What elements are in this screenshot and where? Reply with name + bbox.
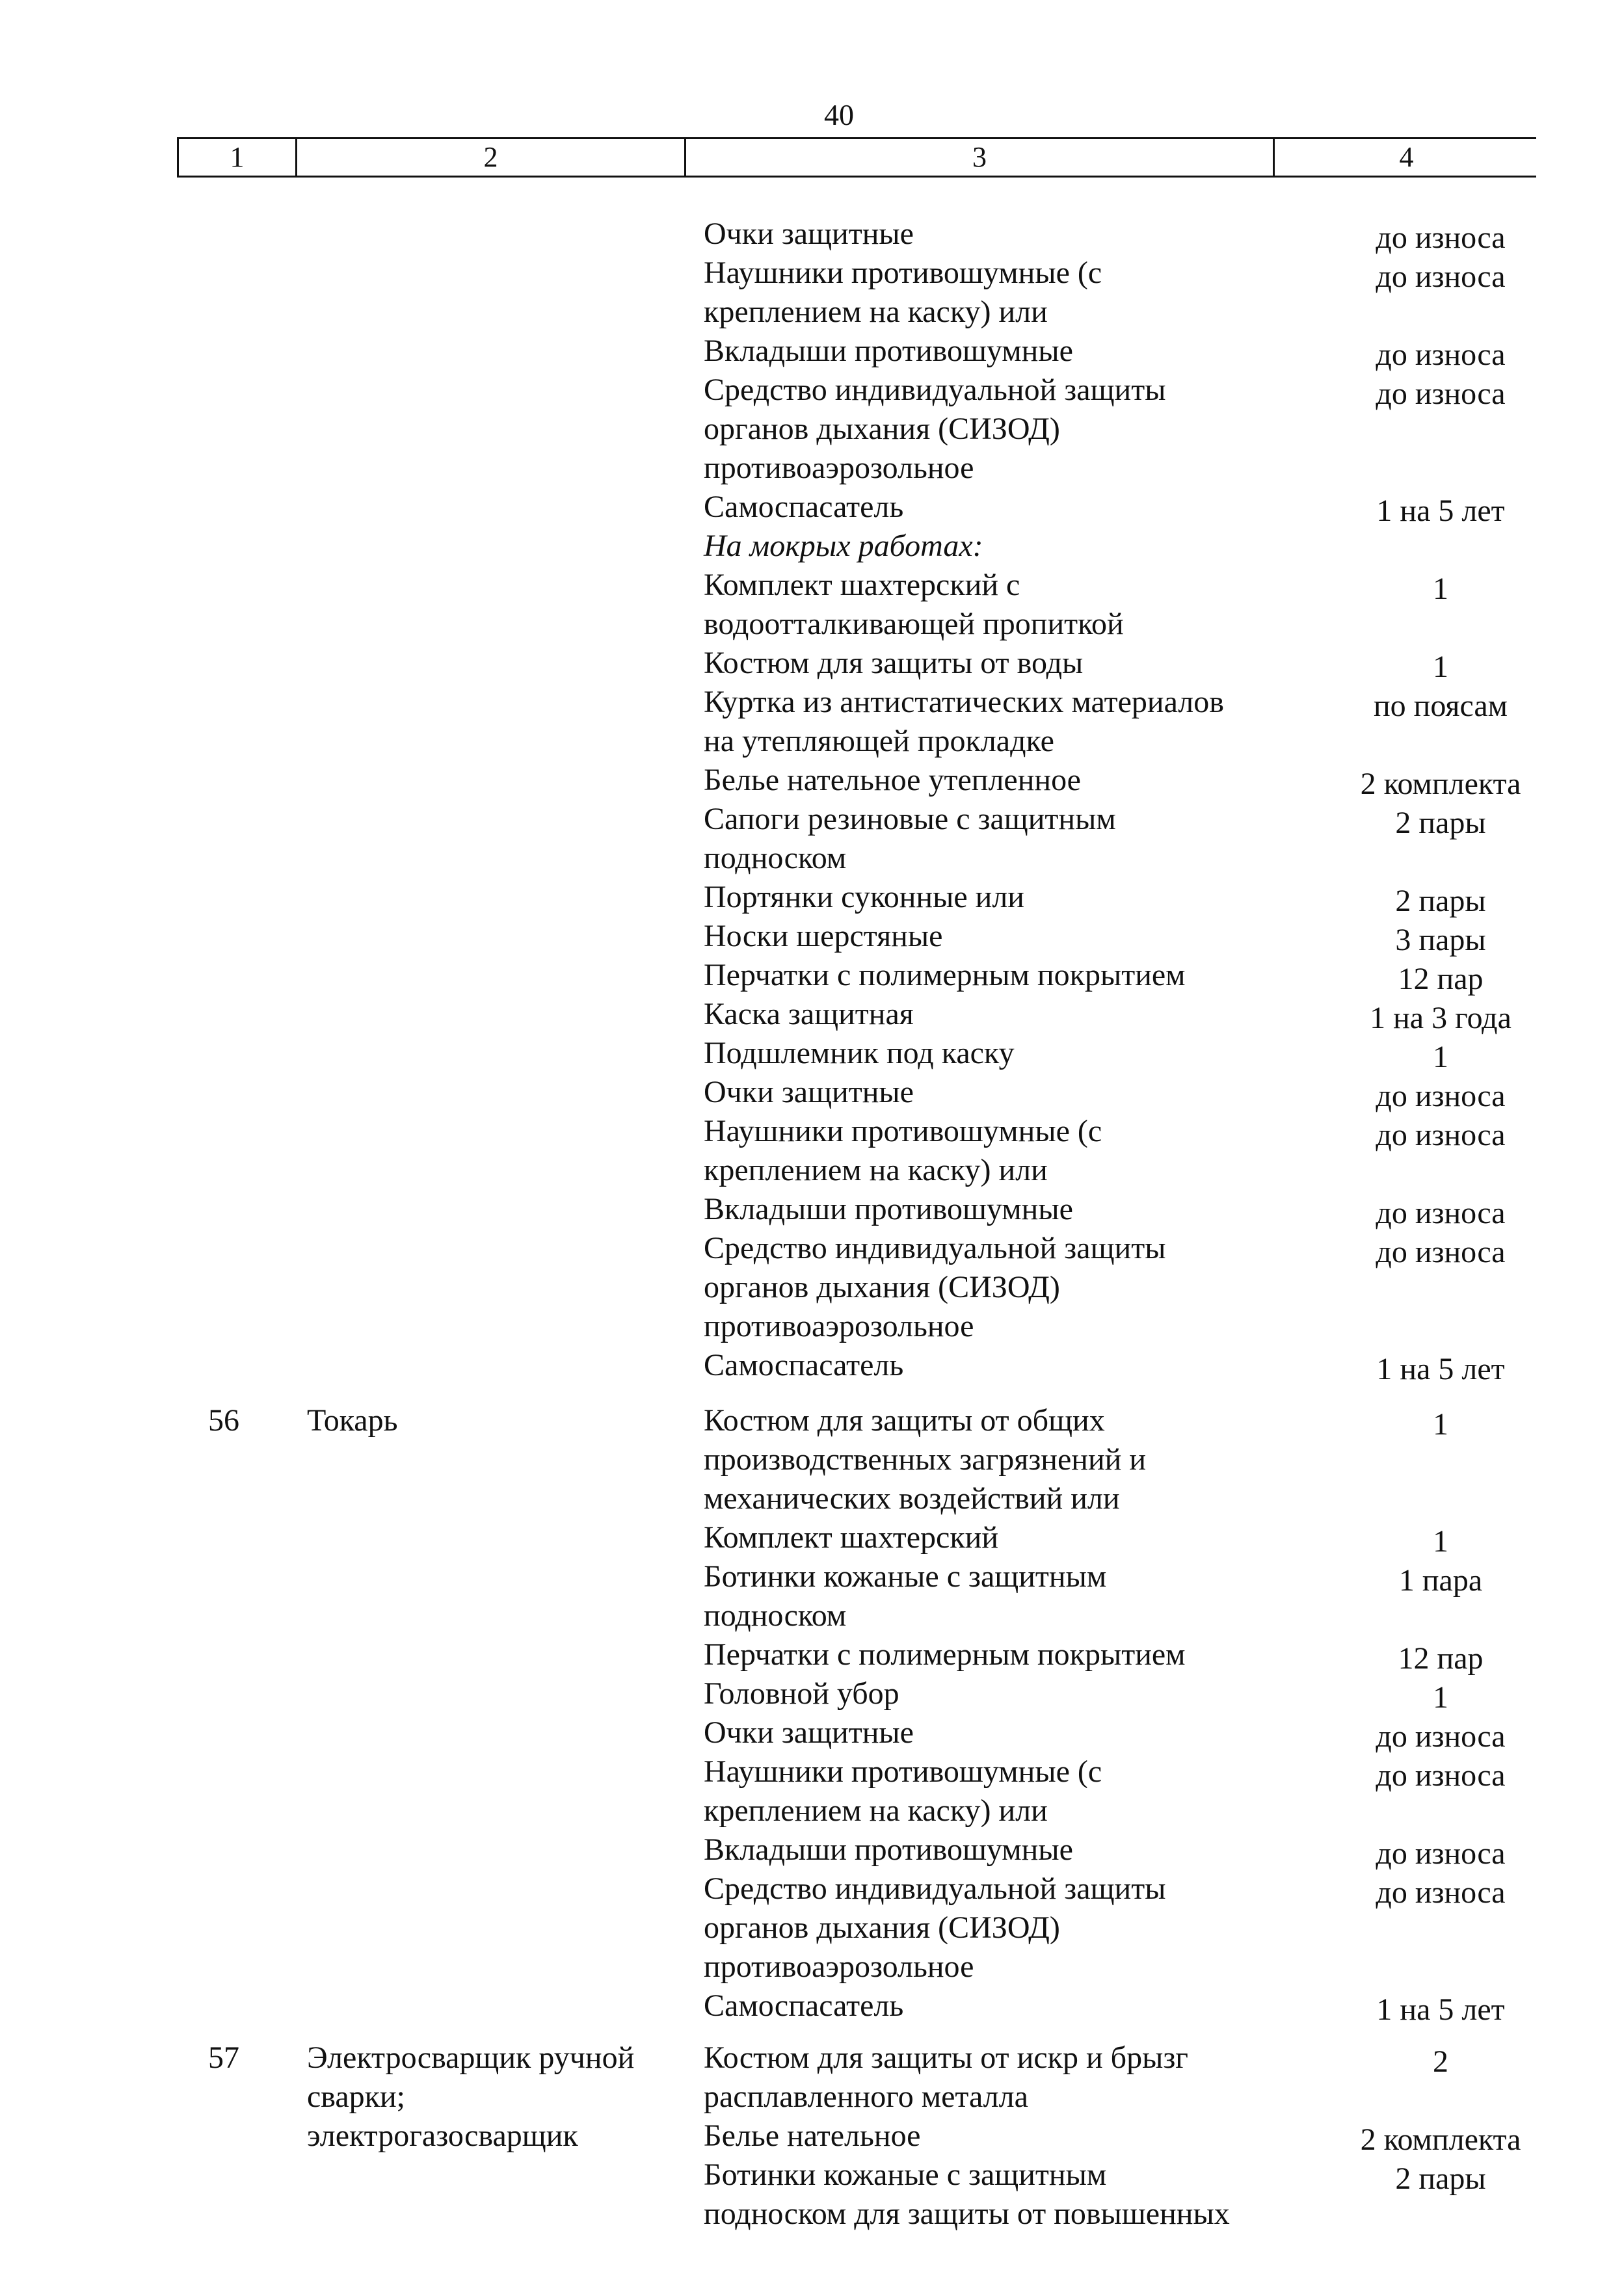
- ppe-item-name: [704, 761, 1081, 800]
- ppe-item-name: [704, 644, 1083, 683]
- ppe-item-line: Наушники противошумные (с: [704, 1754, 1102, 1789]
- profession-line: электрогазосварщик: [307, 2118, 578, 2153]
- ppe-item-line: органов дыхания (СИЗОД): [704, 412, 1060, 446]
- ppe-item-line: производственных загрязнений и: [704, 1442, 1147, 1477]
- profession-line: Электросварщик ручной: [307, 2040, 635, 2075]
- ppe-item-name: [704, 332, 1073, 371]
- issue-norm: 1 на 5 лет: [1376, 1352, 1505, 1386]
- issue-norm: 1: [1433, 1680, 1448, 1715]
- issue-norm: 1: [1433, 1407, 1448, 1442]
- ppe-item-line: Вкладыши противошумные: [704, 334, 1073, 368]
- ppe-item-line: На мокрых работах:: [704, 529, 983, 563]
- issue-norm: до износа: [1376, 1836, 1506, 1871]
- issue-norm: 1: [1433, 1040, 1448, 1074]
- issue-norm: 2 комплекта: [1360, 2122, 1521, 2157]
- ppe-item-line: Очки защитные: [704, 1715, 914, 1750]
- issue-norm: 12 пар: [1398, 962, 1484, 996]
- ppe-item-line: Средство индивидуальной защиты: [704, 1871, 1166, 1906]
- ppe-item-name: [704, 1752, 1102, 1830]
- issue-norm: до износа: [1376, 1719, 1506, 1754]
- issue-norm: до износа: [1376, 1079, 1506, 1113]
- ppe-item-line: Белье нательное утепленное: [704, 763, 1081, 797]
- ppe-item-line: Белье нательное: [704, 2118, 921, 2153]
- ppe-item-line: Костюм для защиты от воды: [704, 646, 1084, 680]
- ppe-item-line: Наушники противошумные (с: [704, 1114, 1102, 1148]
- ppe-item-name: [704, 1986, 903, 2025]
- column-header-row: [177, 137, 1536, 178]
- ppe-item-line: подноском для защиты от повышенных: [704, 2197, 1230, 2231]
- ppe-item-line: Перчатки с полимерным покрытием: [704, 1637, 1186, 1672]
- ppe-item-name: [704, 371, 1165, 488]
- issue-norm: 1 пара: [1398, 1563, 1483, 1598]
- ppe-item-line: Вкладыши противошумные: [704, 1832, 1073, 1867]
- issue-norm: 2 пары: [1395, 2161, 1486, 2196]
- profession-line: Токарь: [307, 1403, 398, 1438]
- issue-norm: 2 пары: [1395, 806, 1486, 840]
- ppe-item-line: механических воздействий или: [704, 1481, 1120, 1516]
- ppe-item-line: Ботинки кожаные с защитным: [704, 1559, 1107, 1594]
- ppe-item-line: Костюм для защиты от общих: [704, 1403, 1105, 1438]
- ppe-item-line: Очки защитные: [704, 1075, 914, 1109]
- ppe-item-line: Комплект шахтерский с: [704, 568, 1020, 602]
- ppe-item-name: [704, 1190, 1073, 1229]
- ppe-item-line: Головной убор: [704, 1676, 899, 1711]
- subsection-heading: [704, 527, 983, 566]
- ppe-item-name: [704, 878, 1024, 917]
- ppe-item-line: креплением на каску) или: [704, 295, 1048, 329]
- ppe-item-line: противоаэрозольное: [704, 1309, 974, 1343]
- ppe-item-line: Перчатки с полимерным покрытием: [704, 958, 1186, 992]
- page-number: 40: [824, 98, 854, 131]
- ppe-item-line: Самоспасатель: [704, 490, 904, 524]
- issue-norm: до износа: [1376, 220, 1506, 255]
- ppe-item-name: [704, 488, 903, 527]
- issue-norm: 1 на 3 года: [1370, 1001, 1511, 1035]
- ppe-item-line: Ботинки кожаные с защитным: [704, 2157, 1107, 2192]
- ppe-item-name: [704, 1346, 903, 1385]
- ppe-item-line: Очки защитные: [704, 217, 914, 251]
- issue-norm: до износа: [1376, 1758, 1506, 1793]
- ppe-item-name: [704, 1713, 914, 1752]
- issue-norm: 1 на 5 лет: [1376, 494, 1505, 528]
- ppe-item-line: подноском: [704, 1598, 847, 1633]
- ppe-item-line: Комплект шахтерский: [704, 1520, 999, 1555]
- ppe-item-name: [704, 2117, 920, 2156]
- ppe-item-name: [704, 1557, 1106, 1635]
- ppe-item-name: [704, 1869, 1165, 1986]
- ppe-item-name: [704, 917, 942, 956]
- issue-norm: 1: [1433, 1524, 1448, 1559]
- ppe-item-name: [704, 1401, 1146, 1518]
- ppe-item-line: Средство индивидуальной защиты: [704, 1231, 1166, 1265]
- issue-norm: до износа: [1376, 1118, 1506, 1152]
- ppe-item-name: [704, 215, 914, 254]
- ppe-item-name: [704, 566, 1124, 644]
- row-number: 57: [208, 2040, 239, 2075]
- issue-norm: до износа: [1376, 1235, 1506, 1269]
- ppe-item-line: подноском: [704, 841, 847, 875]
- ppe-item-line: Подшлемник под каску: [704, 1036, 1015, 1070]
- ppe-item-name: [704, 2039, 1188, 2117]
- profession-line: сварки;: [307, 2079, 405, 2114]
- issue-norm: до износа: [1376, 1875, 1506, 1910]
- ppe-item-line: Портянки суконные или: [704, 880, 1024, 914]
- issue-norm: 3 пары: [1395, 923, 1486, 957]
- ppe-item-line: на утепляющей прокладке: [704, 724, 1054, 758]
- ppe-item-line: Самоспасатель: [704, 1988, 904, 2023]
- column-header-2: 2: [297, 139, 686, 176]
- issue-norm: 1: [1433, 650, 1448, 684]
- ppe-item-line: Сапоги резиновые с защитным: [704, 802, 1116, 836]
- ppe-item-name: [704, 800, 1116, 878]
- issue-norm: 2 пары: [1395, 884, 1486, 918]
- profession-name: [307, 2039, 671, 2156]
- ppe-item-line: Самоспасатель: [704, 1348, 904, 1382]
- ppe-item-name: [704, 1034, 1015, 1073]
- issue-norm: 2 комплекта: [1360, 767, 1521, 801]
- ppe-item-name: [704, 1635, 1186, 1674]
- ppe-item-line: Каска защитная: [704, 997, 914, 1031]
- ppe-item-line: расплавленного металла: [704, 2079, 1028, 2114]
- ppe-item-name: [704, 1112, 1102, 1190]
- ppe-item-line: водоотталкивающей пропиткой: [704, 607, 1124, 641]
- ppe-item-line: органов дыхания (СИЗОД): [704, 1910, 1060, 1945]
- column-header-1: 1: [179, 139, 297, 176]
- issue-norm: до износа: [1376, 376, 1506, 411]
- profession-name: [307, 1401, 671, 1440]
- ppe-item-line: Носки шерстяные: [704, 919, 943, 953]
- issue-norm: по поясам: [1373, 689, 1508, 723]
- ppe-item-name: [704, 956, 1186, 995]
- ppe-item-line: Костюм для защиты от искр и брызг: [704, 2040, 1188, 2075]
- ppe-item-name: [704, 683, 1224, 761]
- issue-norm: 12 пар: [1398, 1641, 1484, 1676]
- ppe-item-line: креплением на каску) или: [704, 1793, 1048, 1828]
- ppe-item-name: [704, 254, 1102, 332]
- ppe-item-line: Куртка из антистатических материалов: [704, 685, 1224, 719]
- issue-norm: 2: [1433, 2044, 1448, 2079]
- ppe-item-name: [704, 1674, 899, 1713]
- ppe-item-line: Вкладыши противошумные: [704, 1192, 1073, 1226]
- column-header-3: 3: [686, 139, 1275, 176]
- ppe-item-line: органов дыхания (СИЗОД): [704, 1270, 1060, 1304]
- issue-norm: до износа: [1376, 337, 1506, 372]
- ppe-item-name: [704, 1830, 1073, 1869]
- ppe-item-line: противоаэрозольное: [704, 451, 974, 485]
- issue-norm: до износа: [1376, 259, 1506, 294]
- ppe-item-line: креплением на каску) или: [704, 1153, 1048, 1187]
- column-header-4: 4: [1399, 141, 1414, 173]
- ppe-item-name: [704, 1229, 1165, 1346]
- row-number: 56: [208, 1403, 239, 1438]
- ppe-item-line: Средство индивидуальной защиты: [704, 373, 1166, 407]
- ppe-item-name: [704, 995, 914, 1034]
- ppe-item-name: [704, 1073, 914, 1112]
- issue-norm: 1: [1433, 572, 1448, 606]
- issue-norm: 1 на 5 лет: [1376, 1992, 1505, 2027]
- ppe-item-name: [704, 1518, 998, 1557]
- ppe-item-line: Наушники противошумные (с: [704, 256, 1102, 290]
- ppe-item-line: противоаэрозольное: [704, 1949, 974, 1984]
- ppe-item-name: [704, 2156, 1230, 2234]
- issue-norm: до износа: [1376, 1196, 1506, 1230]
